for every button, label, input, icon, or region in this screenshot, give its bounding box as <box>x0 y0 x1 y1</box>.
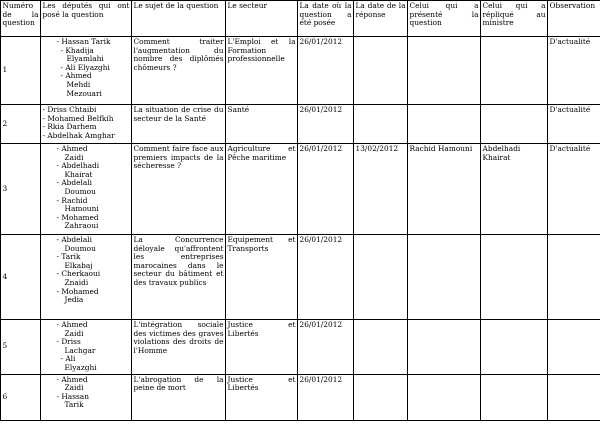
replier <box>481 374 548 420</box>
replier <box>481 235 548 320</box>
deputy-name: Doumou <box>64 243 96 253</box>
observation <box>548 374 600 420</box>
table-row <box>1 235 600 320</box>
question-subject: L'intégration sociale des victimes des graves violations des droits de l'Homme <box>132 320 226 375</box>
question-sector: L'Emploi et la Formation professionnelle <box>226 37 298 105</box>
date-asked: 26/01/2012 <box>298 37 354 105</box>
observation <box>548 235 600 320</box>
header-replique: Celui qui a répliqué au ministre <box>481 1 548 37</box>
date-asked: 26/01/2012 <box>298 235 354 320</box>
question-subject: La situation de crise du secteur de la Santé <box>132 105 226 144</box>
deputy-name: - Ahmed <box>56 144 88 153</box>
date-asked: 26/01/2012 <box>298 320 354 375</box>
deputy-name: Lachgar <box>64 345 96 355</box>
deputy-name: Hamouni <box>64 204 99 214</box>
question-sector: Santé <box>226 105 298 144</box>
deputy-name: Jedia <box>64 295 84 305</box>
deputy-name: Elyamlahi <box>66 54 104 64</box>
question-subject: L'abrogation de la peine de mort <box>132 374 226 420</box>
question-sector: Justice et Libertés <box>226 374 298 420</box>
date-asked: 26/01/2012 <box>298 144 354 235</box>
header-presente: Celui qui a présenté la question <box>408 1 481 37</box>
deputy-name: Tarik <box>64 400 84 410</box>
table-row <box>1 37 600 105</box>
presenter <box>408 105 481 144</box>
deputy-name: - Cherkaoui <box>56 269 101 279</box>
deputies-cell <box>41 320 132 375</box>
deputy-name: Zahraoui <box>64 221 99 231</box>
deputy-name: - Ahmed <box>56 374 88 384</box>
question-subject: La Concurrence déloyale qu'affrontent les entreprises marocaines dans le secteur du bâtiment et des travaux publics <box>132 235 226 320</box>
presenter <box>408 37 481 105</box>
date-answer <box>354 105 408 144</box>
header-secteur: Le secteur <box>226 1 298 37</box>
date-asked: 26/01/2012 <box>298 105 354 144</box>
observation: D'actualité <box>548 37 600 105</box>
replier <box>481 320 548 375</box>
question-sector: Agriculture et Pêche maritime <box>226 144 298 235</box>
deputies-cell <box>41 105 132 144</box>
header-observation: Observation <box>548 1 600 37</box>
header-date-reponse: La date de la réponse <box>354 1 408 37</box>
question-sector: Equipement et Transports <box>226 235 298 320</box>
deputy-name: - Abdelhadi <box>56 161 100 171</box>
date-answer <box>354 374 408 420</box>
deputy-name: Mehdi <box>66 79 91 89</box>
question-number: 6 <box>1 374 41 420</box>
deputy-name: - Mohamed Belfkih <box>42 113 114 123</box>
table-row <box>1 374 600 420</box>
deputy-name: Doumou <box>64 186 96 196</box>
replier <box>481 37 548 105</box>
date-answer <box>354 37 408 105</box>
observation: D'actualité <box>548 105 600 144</box>
presenter: Rachid Hamouni <box>408 144 481 235</box>
deputies-cell <box>41 37 132 105</box>
date-answer <box>354 320 408 375</box>
date-answer: 13/02/2012 <box>354 144 408 235</box>
deputy-name: - Mohamed <box>56 212 99 222</box>
deputy-name: - Ahmed <box>56 320 88 329</box>
header-sujet: Le sujet de la question <box>132 1 226 37</box>
header-deputes: Les députés qui ont posé la question <box>41 1 132 37</box>
deputy-name: Zaidi <box>64 152 84 162</box>
presenter <box>408 235 481 320</box>
header-date-posee: La date où la question a été posée <box>298 1 354 37</box>
deputies-cell <box>41 235 132 320</box>
deputy-name: - Ahmed <box>60 71 92 81</box>
observation: D'actualité <box>548 144 600 235</box>
question-number: 3 <box>1 144 41 235</box>
replier <box>481 105 548 144</box>
deputy-name: Zaidi <box>64 383 84 393</box>
replier: Abdelhadi Khairat <box>481 144 548 235</box>
deputy-name: Khairat <box>64 169 93 179</box>
deputy-name: - Rkia Darhem <box>42 122 97 132</box>
question-subject: Comment faire face aux premiers impacts de la sécheresse ? <box>132 144 226 235</box>
deputy-name: - Driss Chtaibi <box>42 105 97 114</box>
question-number: 4 <box>1 235 41 320</box>
question-sector: Justice et Libertés <box>226 320 298 375</box>
deputy-name: - Mohamed <box>56 286 99 296</box>
question-number: 1 <box>1 37 41 105</box>
deputy-name: - Khadija <box>60 45 94 55</box>
deputy-name: - Hassan Tarik <box>56 37 111 46</box>
table-row <box>1 320 600 375</box>
table-row <box>1 105 600 144</box>
deputy-name: - Tarik <box>56 252 81 262</box>
deputy-name: Elyazghi <box>64 362 97 372</box>
deputy-name: - Ali <box>60 354 76 364</box>
deputy-name: Zaidi <box>64 328 84 338</box>
table-row <box>1 144 600 235</box>
deputy-name: - Driss <box>56 337 81 347</box>
header-numero: Numéro de la question <box>1 1 41 37</box>
date-answer <box>354 235 408 320</box>
deputy-name: Mezouari <box>66 88 102 98</box>
deputy-name: - Abdelali <box>56 178 93 188</box>
deputies-cell <box>41 144 132 235</box>
deputy-name: Znaidi <box>64 277 89 287</box>
deputy-name: - Hassan <box>56 391 89 401</box>
presenter <box>408 320 481 375</box>
deputy-name: Elkabaj <box>64 260 93 270</box>
deputy-name: - Abdelali <box>56 235 93 244</box>
date-asked: 26/01/2012 <box>298 374 354 420</box>
deputy-name: - Rachid <box>56 195 88 205</box>
observation <box>548 320 600 375</box>
deputy-name: - Ali Elyazghi <box>60 62 110 72</box>
table-header-row <box>1 1 600 37</box>
question-number: 2 <box>1 105 41 144</box>
deputies-cell <box>41 374 132 420</box>
deputy-name: - Abdelhak Amghar <box>42 130 115 140</box>
question-number: 5 <box>1 320 41 375</box>
presenter <box>408 374 481 420</box>
question-subject: Comment traiter l'augmentation du nombre des diplômés chômeurs ? <box>132 37 226 105</box>
